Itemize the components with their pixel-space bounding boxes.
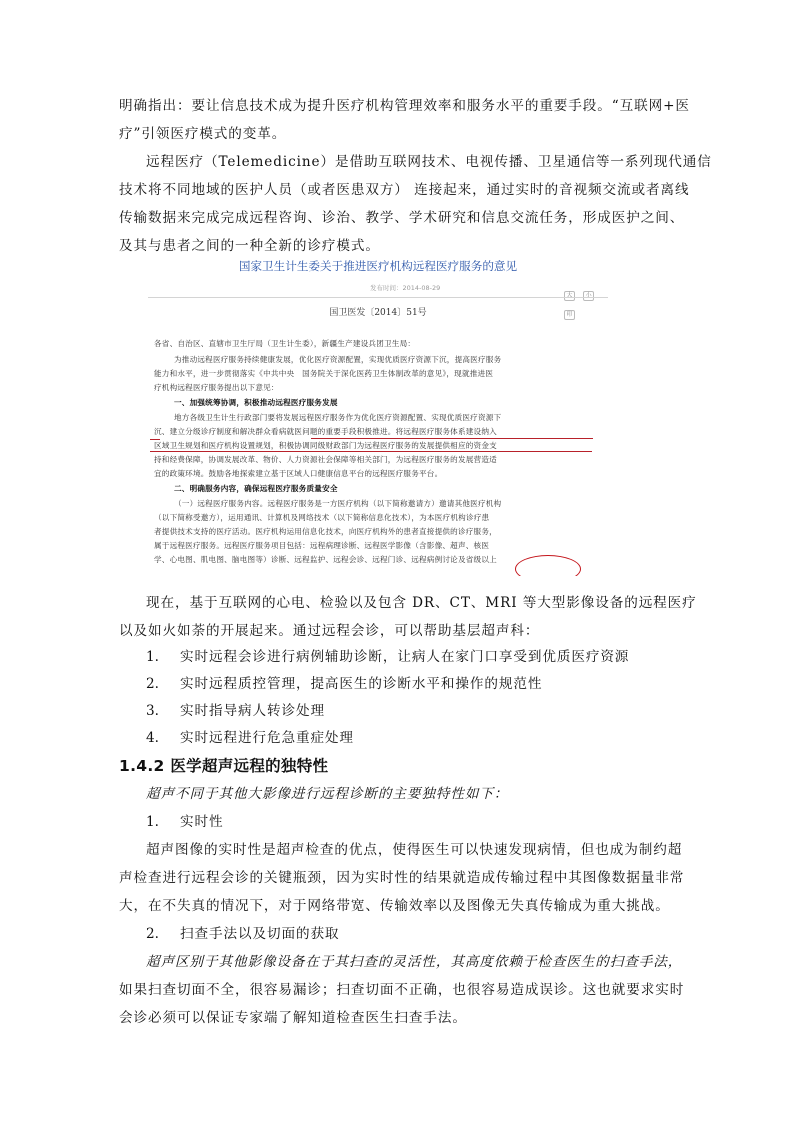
embedded-doc-number: 国卫医发〔2014〕51号 [329, 308, 427, 318]
embedded-line: 学、心电图、肌电图、脑电图等）诊断、远程监护、远程会诊、远程门诊、远程病例讨论及省级以上 [154, 555, 497, 564]
list-number: 1. [146, 814, 159, 830]
embedded-line: 沉、建立分级诊疗制度和解决群众看病就医问题的重要手段积极推进。将远程医疗服务体系建设纳入 [154, 427, 497, 436]
list-text: 实时远程进行危急重症处理 [180, 730, 354, 746]
red-underline [150, 451, 592, 452]
embedded-divider [148, 297, 608, 298]
embedded-line: 属于远程医疗服务。远程医疗服务项目包括：远程病理诊断、远程医学影像（含影像、超声、核医 [154, 541, 490, 550]
definition-line-3: 传输数据来完成完成远程咨询、诊治、教学、学术研究和信息交流任务，形成医护之间、 [119, 210, 685, 226]
red-ellipse-highlight [515, 555, 581, 576]
list-text: 实时性 [180, 814, 224, 830]
embedded-line: （一）远程医疗服务内容。远程医疗服务是一方医疗机构（以下简称邀请方）邀请其他医疗机构 [174, 499, 502, 508]
list-text: 实时远程质控管理，提高医生的诊断水平和操作的规范性 [180, 676, 543, 692]
list-text: 实时远程会诊进行病例辅助诊断，让病人在家门口享受到优质医疗资源 [180, 649, 630, 665]
list-text: 扫查手法以及切面的获取 [180, 926, 340, 942]
intro-line-2: 疗”引领医疗模式的变革。 [119, 126, 287, 142]
definition-line-2: 技术将不同地域的医护人员（或者医患双方） 连接起来，通过实时的音视频交流或者离线 [119, 182, 690, 198]
sub-item-realtime [146, 808, 702, 836]
font-large-icon[interactable]: 大 [564, 291, 575, 301]
list-item [146, 697, 702, 725]
list-number: 2. [146, 676, 159, 692]
list-number: 3. [146, 703, 159, 719]
embedded-line: 地方各级卫生计生行政部门要将发展远程医疗服务作为优化医疗资源配置、实现优质医疗资源下 [174, 413, 502, 422]
realtime-line-3: 大，在不失真的情况下，对于网络带宽、传输效率以及图像无失真传输成为重大挑战。 [119, 898, 670, 914]
embedded-heading-2: 二、明确服务内容，确保远程医疗服务质量安全 [174, 484, 338, 493]
list-number: 1. [146, 649, 159, 665]
embedded-policy-screenshot [148, 250, 608, 576]
embedded-line: 宜的政策环境。鼓励各地探索建立基于区域人口健康信息平台的远程医疗服务平台。 [154, 469, 443, 478]
list-number: 2. [146, 926, 159, 942]
list-item [146, 670, 702, 698]
status-line-1: 现在，基于互联网的心电、检验以及包含 DR、CT、MRI 等大型影像设备的远程医疗 [146, 595, 697, 611]
red-underline [150, 439, 160, 440]
scan-line-3: 会诊必须可以保证专家端了解知道检查医生扫查手法。 [119, 1010, 467, 1026]
ultrasound-intro: 超声不同于其他大影像进行远程诊断的主要独特性如下： [146, 786, 509, 802]
list-text: 实时指导病人转诊处理 [180, 703, 325, 719]
embedded-line: 区域卫生规划和医疗机构设置规划，积极协调同级财政部门为远程医疗服务的发展提供相应的资金支 [154, 441, 497, 450]
scan-line-1: 超声区别于其他影像设备在于其扫查的灵活性，其高度依赖于检查医生的扫查手法， [146, 954, 683, 970]
embedded-line: 各省、自治区、直辖市卫生厅局（卫生计生委），新疆生产建设兵团卫生局： [154, 339, 416, 348]
definition-line-1: 远程医疗（Telemedicine）是借助互联网技术、电视传播、卫星通信等一系列现代通信 [146, 154, 712, 170]
embedded-heading-1: 一、加强统筹协调，积极推动远程医疗服务发展 [174, 398, 338, 407]
list-number: 4. [146, 730, 159, 746]
realtime-line-2: 声检查进行远程会诊的关键瓶颈，因为实时性的结果就造成传输过程中其图像数据量非常 [119, 870, 685, 886]
section-heading: 1.4.2 医学超声远程的独特性 [119, 757, 329, 775]
embedded-line: （以下简称受邀方），运用通讯、计算机及网络技术（以下简称信息化技术），为本医疗机构诊疗患 [154, 513, 490, 522]
intro-line-1: 明确指出：要让信息技术成为提升医疗机构管理效率和服务水平的重要手段。“互联网+医 [119, 98, 690, 114]
definition-line-4: 及其与患者之间的一种全新的诊疗模式。 [119, 238, 380, 254]
embedded-line: 疗机构远程医疗服务提出以下意见： [154, 383, 279, 392]
embedded-title: 国家卫生计生委关于推进医疗机构远程医疗服务的意见 [238, 259, 518, 273]
scan-line-2: 如果扫查切面不全，很容易漏诊；扫查切面不正确，也很容易造成误诊。这也就要求实时 [119, 982, 685, 998]
print-icon[interactable]: 印 [564, 310, 575, 320]
realtime-line-1: 超声图像的实时性是超声检查的优点，使得医生可以快速发现病情，但也成为制约超 [146, 842, 683, 858]
embedded-line: 持和经费保障，协调发展改革、物价、人力资源社会保障等相关部门，为远程医疗服务的发展营造适 [154, 455, 497, 464]
list-item [146, 643, 702, 671]
embedded-line: 能力和水平，进一步贯彻落实《中共中央 国务院关于深化医药卫生体制改革的意见》，现就推进医 [154, 369, 494, 378]
red-underline [311, 438, 593, 439]
list-item [146, 724, 702, 752]
sub-item-scan [146, 920, 702, 948]
embedded-publish-date: 发布时间：2014-08-29 [370, 284, 441, 292]
status-line-2: 以及如火如荼的开展起来。通过远程会诊，可以帮助基层超声科： [119, 623, 540, 639]
embedded-line: 者提供技术支持的医疗活动。医疗机构运用信息化技术，向医疗机构外的患者直接提供的诊疗服务， [154, 527, 497, 536]
embedded-line: 为推动远程医疗服务持续健康发展，优化医疗资源配置，实现优质医疗资源下沉，提高医疗服务 [174, 355, 502, 364]
font-small-icon[interactable]: 小 [583, 291, 594, 301]
